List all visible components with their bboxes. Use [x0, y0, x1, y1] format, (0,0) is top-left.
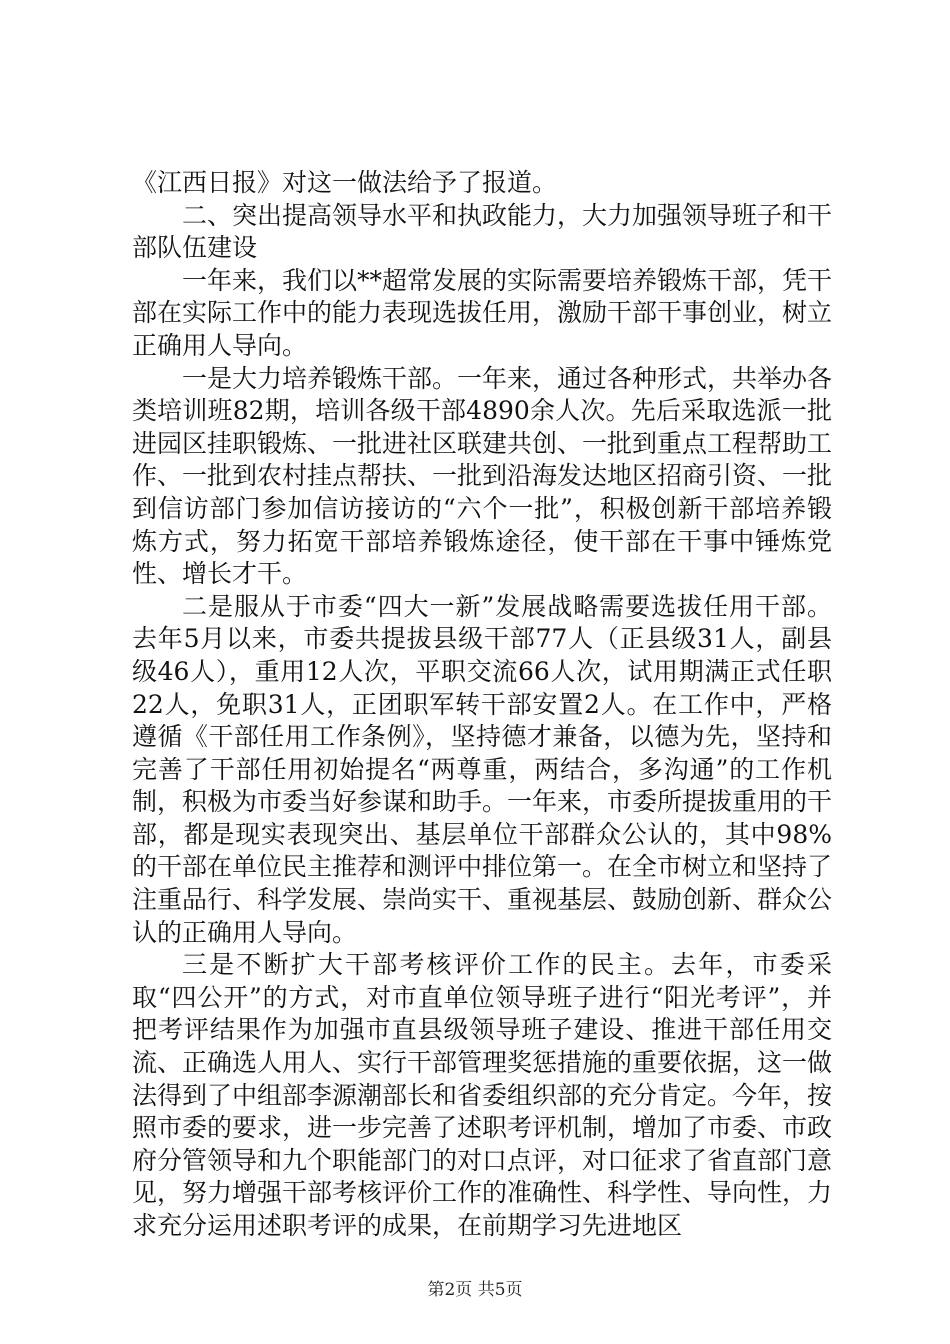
paragraph: 三是不断扩大干部考核评价工作的民主。去年，市委采取“四公开”的方式，对市直单位领导班子进行“阳光考评”，并把考评结果作为加强市直县级领导班子建设、推进干部任用交流、正确选人用人、实行干部管理奖惩措施的重要依据，这一做法得到了中组部李源潮部长和省委组织部的充分肯定。今年，按照市委的要求，进一步完善了述职考评机制，增加了市委、市政府分管领导和九个职能部门的对口点评，对口征求了省直部门意见，努力增强干部考核评价工作的准确性、科学性、导向性，力求充分运用述职考评的成果，在前期学习先进地区	[132, 950, 833, 1240]
paragraph-continuation: 《江西日报》对这一做法给予了报道。	[132, 168, 558, 197]
paragraph: 二是服从于市委“四大一新”发展战略需要选拔任用干部。去年5月以来，市委共提拔县级干部77人（正县级31人，副县级46人），重用12人次，平职交流66人次，试用期满正式任职22人，免职31人，正团职军转干部安置2人。在工作中，严格遵循《干部任用工作条例》，坚持德才兼备，以德为先，坚持和完善了干部任用初始提名“两尊重，两结合，多沟通”的工作机制，积极为市委当好参谋和助手。一年来，市委所提拔重用的干部，都是现实表现突出、基层单位干部群众公认的，其中98%的干部在单位民主推荐和测评中排位第一。在全市树立和坚持了注重品行、科学发展、崇尚实干、重视基层、鼓励创新、群众公认的正确用人导向。	[132, 591, 833, 947]
document-body	[132, 167, 832, 1243]
paragraph: 一是大力培养锻炼干部。一年来，通过各种形式，共举办各类培训班82期，培训各级干部4890余人次。先后采取选派一批进园区挂职锻炼、一批进社区联建共创、一批到重点工程帮助工作、一批到农村挂点帮扶、一批到沿海发达地区招商引资、一批到信访部门参加信访接访的“六个一批”，积极创新干部培养锻炼方式，努力拓宽干部培养锻炼途径，使干部在干事中锤炼党性、增长才干。	[132, 363, 833, 589]
paragraph: 一年来，我们以**超常发展的实际需要培养锻炼干部，凭干部在实际工作中的能力表现选拔任用，激励干部干事创业，树立正确用人导向。	[132, 265, 833, 360]
section-heading: 二、突出提高领导水平和执政能力，大力加强领导班子和干部队伍建设	[132, 200, 833, 263]
page-footer: 第2页 共5页	[427, 1280, 523, 1300]
